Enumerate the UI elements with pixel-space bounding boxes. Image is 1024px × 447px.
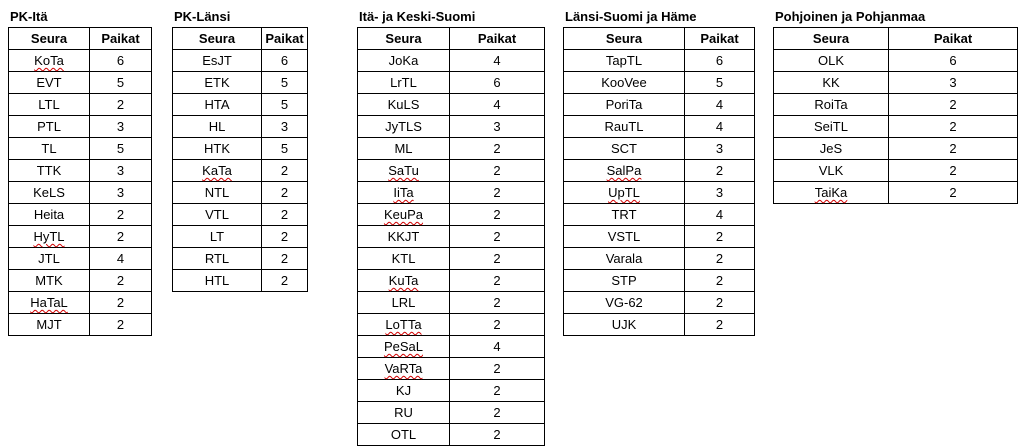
table-row — [9, 116, 152, 138]
paikat-cell: 2 — [262, 182, 308, 204]
seura-name: KeLS — [33, 185, 65, 200]
table-row — [774, 50, 1018, 72]
seura-cell — [358, 116, 450, 138]
seura-name: HyTL — [33, 229, 65, 244]
table-row — [358, 204, 545, 226]
region-pohjoinen-pohjanmaa — [773, 7, 1018, 204]
seura-cell — [564, 116, 685, 138]
seura-name: ML — [394, 141, 413, 156]
paikat-cell: 4 — [450, 336, 545, 358]
seura-name: VG-62 — [605, 295, 643, 310]
seura-name: KJ — [395, 383, 412, 398]
seura-name: RoiTa — [814, 97, 848, 112]
seura-cell — [358, 72, 450, 94]
seura-cell — [358, 380, 450, 402]
paikat-cell: 2 — [90, 94, 152, 116]
table-row — [173, 270, 308, 292]
seura-cell — [358, 182, 450, 204]
table-row — [774, 116, 1018, 138]
seura-cell — [358, 402, 450, 424]
table-row — [358, 138, 545, 160]
paikat-cell: 3 — [90, 160, 152, 182]
paikat-cell: 2 — [685, 292, 755, 314]
seura-cell — [564, 50, 685, 72]
seura-cell — [564, 138, 685, 160]
table-row — [564, 314, 755, 336]
table-row — [358, 270, 545, 292]
paikat-cell: 5 — [262, 94, 308, 116]
paikat-cell: 2 — [262, 204, 308, 226]
paikat-cell: 2 — [450, 204, 545, 226]
seura-name: LTL — [38, 97, 60, 112]
paikat-cell: 2 — [450, 160, 545, 182]
seura-cell — [774, 72, 889, 94]
table-row — [774, 160, 1018, 182]
seura-cell — [564, 72, 685, 94]
seura-name: KTL — [391, 251, 416, 266]
seura-cell — [173, 182, 262, 204]
table-row — [173, 94, 308, 116]
seura-name: HTA — [204, 97, 230, 112]
seura-name: JyTLS — [385, 119, 422, 134]
seura-cell — [358, 138, 450, 160]
table-row — [358, 314, 545, 336]
column-header-seura: Seura — [9, 28, 90, 50]
paikat-cell: 2 — [450, 248, 545, 270]
table-row — [564, 248, 755, 270]
seura-name: KKJT — [387, 229, 420, 244]
paikat-cell: 3 — [685, 182, 755, 204]
seura-cell — [9, 138, 90, 160]
paikat-cell: 2 — [889, 116, 1018, 138]
region-pk-lansi — [172, 7, 308, 292]
paikat-cell: 2 — [450, 270, 545, 292]
seura-cell — [9, 50, 90, 72]
region-title: PK-Itä — [10, 9, 48, 24]
paikat-cell: 2 — [90, 270, 152, 292]
table-row — [358, 358, 545, 380]
seura-cell — [9, 292, 90, 314]
seura-cell — [358, 226, 450, 248]
seura-cell — [173, 116, 262, 138]
paikat-cell: 4 — [90, 248, 152, 270]
seura-name: VLK — [818, 163, 844, 178]
seura-name: KuTa — [388, 273, 419, 288]
seura-name: Varala — [605, 251, 643, 266]
seura-name: RauTL — [604, 119, 644, 134]
table-row — [564, 50, 755, 72]
paikat-cell: 2 — [450, 358, 545, 380]
table-row — [9, 226, 152, 248]
seura-name: PoriTa — [605, 97, 643, 112]
table-row — [9, 292, 152, 314]
table-row — [9, 50, 152, 72]
table-row — [774, 138, 1018, 160]
seura-cell — [173, 138, 262, 160]
seura-name: JTL — [38, 251, 60, 266]
region-table — [357, 27, 545, 446]
table-row — [564, 226, 755, 248]
seura-name: MTK — [35, 273, 63, 288]
table-row — [564, 160, 755, 182]
seura-cell — [9, 314, 90, 336]
paikat-cell: 2 — [450, 424, 545, 446]
seura-name: LT — [209, 229, 225, 244]
paikat-cell: 5 — [90, 72, 152, 94]
paikat-cell: 2 — [262, 226, 308, 248]
seura-cell — [564, 182, 685, 204]
paikat-cell: 6 — [450, 72, 545, 94]
paikat-cell: 2 — [450, 380, 545, 402]
seura-cell — [564, 226, 685, 248]
column-header-seura: Seura — [358, 28, 450, 50]
paikat-cell: 2 — [262, 160, 308, 182]
seura-cell — [358, 314, 450, 336]
seura-name: SalPa — [606, 163, 642, 178]
seura-name: HTL — [204, 273, 230, 288]
seura-cell — [564, 270, 685, 292]
table-row — [358, 336, 545, 358]
seura-name: PTL — [37, 119, 61, 134]
paikat-cell: 4 — [450, 94, 545, 116]
seura-name: KoTa — [34, 53, 64, 68]
seura-cell — [173, 204, 262, 226]
seura-cell — [358, 270, 450, 292]
seura-name: VSTL — [607, 229, 641, 244]
seura-name: PeSaL — [383, 339, 424, 354]
seura-cell — [9, 116, 90, 138]
column-header-paikat: Paikat — [262, 28, 308, 50]
seura-name: NTL — [204, 185, 230, 200]
paikat-cell: 2 — [450, 292, 545, 314]
seura-cell — [564, 160, 685, 182]
region-table — [773, 27, 1018, 204]
seura-name: MJT — [36, 317, 62, 332]
seura-name: JoKa — [388, 53, 419, 68]
paikat-cell: 3 — [889, 72, 1018, 94]
seura-name: TaiKa — [814, 185, 848, 200]
column-header-seura: Seura — [173, 28, 262, 50]
paikat-cell: 5 — [262, 72, 308, 94]
table-row — [173, 72, 308, 94]
seura-cell — [774, 94, 889, 116]
table-row — [358, 116, 545, 138]
column-header-paikat: Paikat — [685, 28, 755, 50]
region-pk-ita — [8, 7, 152, 336]
seura-name: TTK — [36, 163, 62, 178]
table-row — [358, 94, 545, 116]
paikat-cell: 2 — [90, 204, 152, 226]
seura-cell — [358, 336, 450, 358]
table-row — [564, 292, 755, 314]
table-row — [9, 94, 152, 116]
table-row — [774, 94, 1018, 116]
seura-name: TapTL — [605, 53, 643, 68]
region-table — [563, 27, 755, 336]
paikat-cell: 4 — [685, 116, 755, 138]
table-row — [9, 314, 152, 336]
paikat-cell: 5 — [685, 72, 755, 94]
seura-name: HL — [208, 119, 226, 134]
seura-name: VaRTa — [384, 361, 423, 376]
table-header-row — [774, 28, 1018, 50]
seura-name: SeiTL — [814, 119, 848, 134]
seura-cell — [774, 182, 889, 204]
seura-name: KuLS — [387, 97, 420, 112]
seura-name: RTL — [204, 251, 230, 266]
table-row — [173, 160, 308, 182]
paikat-cell: 3 — [450, 116, 545, 138]
seura-cell — [173, 226, 262, 248]
seura-name: HaTaL — [30, 295, 68, 310]
seura-cell — [358, 292, 450, 314]
region-lansi-suomi-hame — [563, 7, 755, 336]
paikat-cell: 2 — [262, 248, 308, 270]
seura-cell — [358, 358, 450, 380]
table-row — [564, 94, 755, 116]
seura-cell — [774, 50, 889, 72]
seura-cell — [9, 182, 90, 204]
table-row — [9, 72, 152, 94]
paikat-cell: 2 — [889, 138, 1018, 160]
table-row — [358, 182, 545, 204]
table-row — [358, 248, 545, 270]
paikat-cell: 2 — [685, 226, 755, 248]
seura-cell — [564, 204, 685, 226]
table-row — [774, 182, 1018, 204]
table-row — [9, 270, 152, 292]
paikat-cell: 6 — [90, 50, 152, 72]
region-table — [8, 27, 152, 336]
table-row — [564, 182, 755, 204]
seura-cell — [9, 94, 90, 116]
table-row — [358, 424, 545, 446]
seura-name: TRT — [611, 207, 637, 222]
seura-cell — [173, 72, 262, 94]
paikat-cell: 2 — [450, 182, 545, 204]
paikat-cell: 6 — [262, 50, 308, 72]
table-row — [564, 116, 755, 138]
seura-cell — [173, 248, 262, 270]
seura-cell — [358, 160, 450, 182]
paikat-cell: 2 — [90, 314, 152, 336]
seura-cell — [774, 138, 889, 160]
table-row — [358, 380, 545, 402]
seura-cell — [564, 292, 685, 314]
paikat-cell: 2 — [889, 182, 1018, 204]
region-title: Itä- ja Keski-Suomi — [359, 9, 476, 24]
region-title: Länsi-Suomi ja Häme — [565, 9, 697, 24]
paikat-cell: 2 — [889, 160, 1018, 182]
seura-name: KaTa — [202, 163, 232, 178]
paikat-cell: 4 — [450, 50, 545, 72]
table-row — [173, 182, 308, 204]
seura-name: EVT — [36, 75, 62, 90]
seura-name: KK — [822, 75, 840, 90]
seura-cell — [564, 94, 685, 116]
paikat-cell: 5 — [90, 138, 152, 160]
paikat-cell: 2 — [685, 248, 755, 270]
paikat-cell: 2 — [685, 160, 755, 182]
table-header-row — [358, 28, 545, 50]
paikat-cell: 2 — [450, 138, 545, 160]
seura-name: ETK — [204, 75, 230, 90]
paikat-cell: 4 — [685, 204, 755, 226]
seura-name: UpTL — [608, 185, 640, 200]
table-row — [358, 226, 545, 248]
seura-cell — [173, 50, 262, 72]
seura-cell — [173, 94, 262, 116]
seura-cell — [9, 226, 90, 248]
region-table — [172, 27, 308, 292]
seura-name: VTL — [205, 207, 229, 222]
paikat-cell: 6 — [685, 50, 755, 72]
seura-cell — [358, 424, 450, 446]
paikat-cell: 2 — [90, 292, 152, 314]
region-ita-keski-suomi — [357, 7, 545, 446]
paikat-cell: 2 — [450, 226, 545, 248]
seura-name: LoTTa — [385, 317, 422, 332]
paikat-cell: 3 — [90, 182, 152, 204]
seura-name: EsJT — [202, 53, 232, 68]
seura-cell — [564, 314, 685, 336]
paikat-cell: 2 — [262, 270, 308, 292]
table-row — [173, 116, 308, 138]
seura-cell — [358, 248, 450, 270]
column-header-seura: Seura — [564, 28, 685, 50]
table-row — [9, 160, 152, 182]
column-header-paikat: Paikat — [450, 28, 545, 50]
seura-name: LrTL — [390, 75, 417, 90]
table-row — [564, 138, 755, 160]
paikat-cell: 3 — [262, 116, 308, 138]
table-row — [358, 50, 545, 72]
seura-cell — [9, 270, 90, 292]
seura-cell — [9, 248, 90, 270]
paikat-cell: 5 — [262, 138, 308, 160]
column-header-paikat: Paikat — [889, 28, 1018, 50]
region-title: PK-Länsi — [174, 9, 231, 24]
table-row — [358, 292, 545, 314]
seura-name: OLK — [817, 53, 844, 68]
table-row — [173, 50, 308, 72]
seura-cell — [774, 116, 889, 138]
seura-cell — [774, 160, 889, 182]
paikat-cell: 2 — [685, 314, 755, 336]
seura-name: KooVee — [601, 75, 647, 90]
seura-name: KeuPa — [383, 207, 424, 222]
table-row — [173, 138, 308, 160]
seura-cell — [9, 72, 90, 94]
paikat-cell: 3 — [685, 138, 755, 160]
table-row — [774, 72, 1018, 94]
seura-cell — [9, 160, 90, 182]
region-title: Pohjoinen ja Pohjanmaa — [775, 9, 926, 24]
paikat-cell: 2 — [450, 402, 545, 424]
seura-cell — [173, 270, 262, 292]
table-row — [9, 204, 152, 226]
table-row — [173, 226, 308, 248]
seura-cell — [358, 94, 450, 116]
seura-cell — [564, 248, 685, 270]
seura-name: HTK — [204, 141, 230, 156]
table-row — [9, 138, 152, 160]
table-row — [9, 182, 152, 204]
table-row — [564, 270, 755, 292]
table-header-row — [173, 28, 308, 50]
table-row — [564, 204, 755, 226]
table-row — [173, 248, 308, 270]
seura-name: LRL — [391, 295, 416, 310]
column-header-paikat: Paikat — [90, 28, 152, 50]
seura-name: JeS — [819, 141, 843, 156]
table-row — [9, 248, 152, 270]
column-header-seura: Seura — [774, 28, 889, 50]
paikat-cell: 2 — [450, 314, 545, 336]
seura-name: Heita — [33, 207, 65, 222]
paikat-cell: 2 — [685, 270, 755, 292]
paikat-cell: 6 — [889, 50, 1018, 72]
table-row — [358, 160, 545, 182]
seura-cell — [358, 204, 450, 226]
table-header-row — [9, 28, 152, 50]
table-row — [358, 72, 545, 94]
seura-name: STP — [611, 273, 637, 288]
seura-cell — [173, 160, 262, 182]
seura-name: OTL — [390, 427, 417, 442]
seura-name: IiTa — [393, 185, 414, 200]
table-row — [173, 204, 308, 226]
seura-name: RU — [394, 405, 413, 420]
seura-name: UJK — [611, 317, 637, 332]
table-header-row — [564, 28, 755, 50]
paikat-cell: 3 — [90, 116, 152, 138]
paikat-cell: 4 — [685, 94, 755, 116]
seura-cell — [358, 50, 450, 72]
seura-name: SCT — [611, 141, 637, 156]
table-row — [564, 72, 755, 94]
table-row — [358, 402, 545, 424]
paikat-cell: 2 — [90, 226, 152, 248]
paikat-cell: 2 — [889, 94, 1018, 116]
seura-name: TL — [41, 141, 57, 156]
seura-name: SaTu — [388, 163, 419, 178]
seura-cell — [9, 204, 90, 226]
